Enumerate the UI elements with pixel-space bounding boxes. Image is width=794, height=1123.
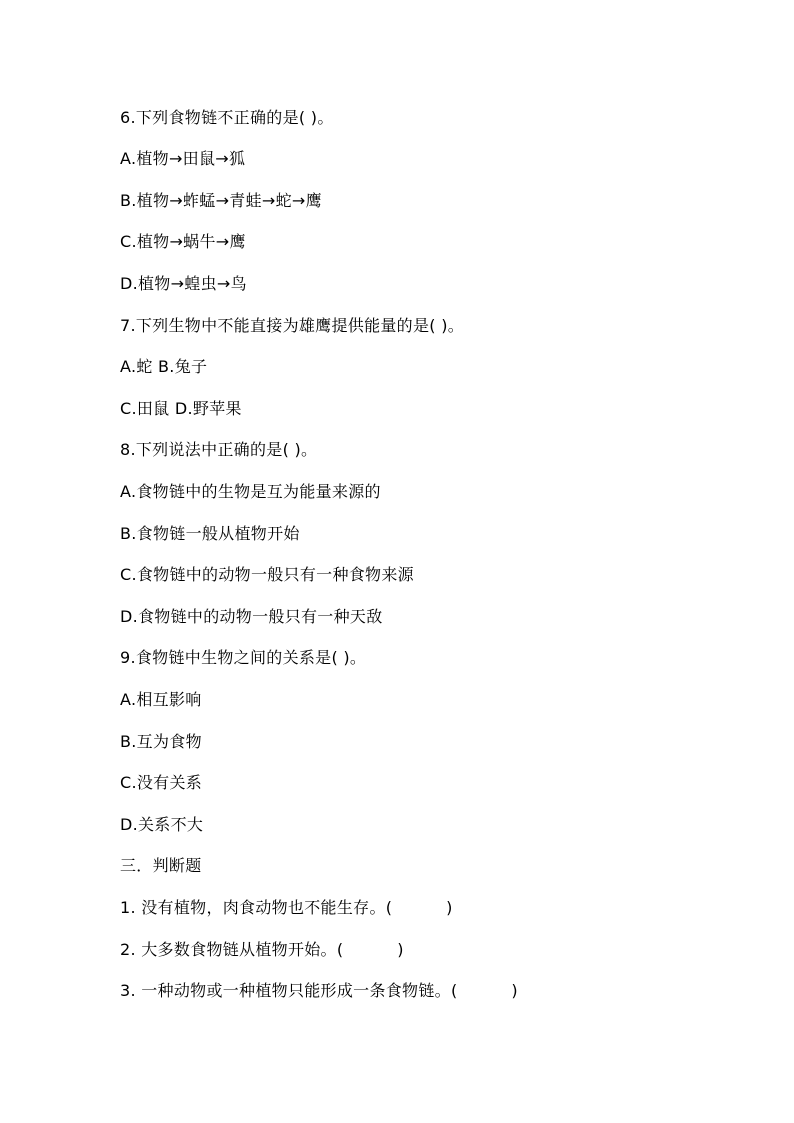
section-heading-true-false: 三．判断题 [120,856,202,875]
question-9-option-a: A.相互影响 [120,690,202,709]
question-6-option-d: D.植物→蝗虫→鸟 [120,274,247,293]
question-7-options-cd: C.田鼠 D.野苹果 [120,399,242,418]
question-8-option-d: D.食物链中的动物一般只有一种天敌 [120,607,383,626]
question-6-option-b: B.植物→蚱蜢→青蛙→蛇→鹰 [120,191,322,210]
question-6-option-c: C.植物→蜗牛→鹰 [120,232,246,251]
question-9-option-d: D.关系不大 [120,815,204,834]
question-6-stem: 6.下列食物链不正确的是( )。 [120,108,334,127]
question-8-stem: 8.下列说法中正确的是( )。 [120,440,318,459]
question-9-option-b: B.互为食物 [120,732,202,751]
question-8-option-b: B.食物链一般从植物开始 [120,524,300,543]
question-9-stem: 9.食物链中生物之间的关系是( )。 [120,648,367,667]
question-8-option-c: C.食物链中的动物一般只有一种食物来源 [120,565,414,584]
true-false-item-2: 2. 大多数食物链从植物开始。( ) [120,940,404,959]
question-9-option-c: C.没有关系 [120,773,203,792]
question-6-option-a: A.植物→田鼠→狐 [120,149,246,168]
question-7-stem: 7.下列生物中不能直接为雄鹰提供能量的是( )。 [120,316,465,335]
question-7-options-ab: A.蛇 B.兔子 [120,357,208,376]
true-false-item-3: 3. 一种动物或一种植物只能形成一条食物链。( ) [120,981,518,1000]
question-8-option-a: A.食物链中的生物是互为能量来源的 [120,482,381,501]
true-false-item-1: 1. 没有植物，肉食动物也不能生存。( ) [120,898,453,917]
